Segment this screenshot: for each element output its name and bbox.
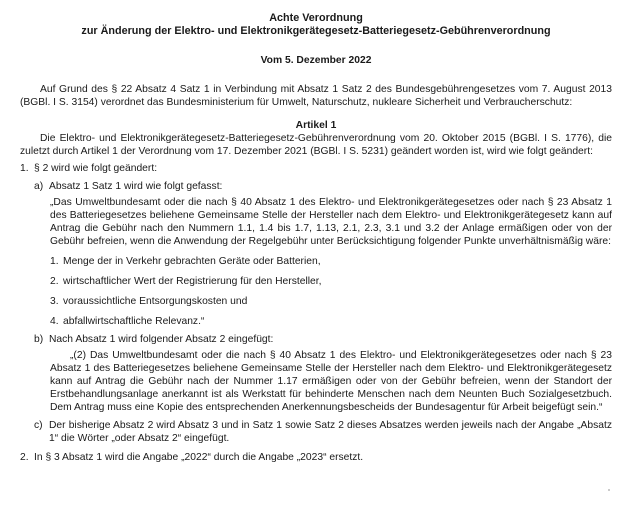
- subpoint-b-text: Nach Absatz 1 wird folgender Absatz 2 eingefügt:: [49, 334, 274, 345]
- subpoint-c: [34, 419, 612, 445]
- article-intro: Die Elektro- und Elektronikgerätegesetz-Batteriegesetz-Gebührenverordnung vom 20. Oktober 2015 (BGBl. I S. 1776), die zuletzt durch Artikel 1 der Verordnung vom 17. Dezember 2021 (BGBl. I S. 5231) geändert worden ist, wird wie folgt geändert:: [20, 133, 612, 157]
- subpoint-a: [34, 180, 612, 193]
- subpoint-a-quote: „Das Umweltbundesamt oder die nach § 40 Absatz 1 des Elektro- und Elektronikgerätegesetzes oder nach § 23 Absatz 1 des Batteriegesetzes beliehene Gemeinsame Stelle der Hersteller nach dem Elektro- und Elektronikgerätegesetz kann auf Antrag die Gebühr nach den Nummern 1.1, 1.4 bis 1.7, 1.13, 2.1, 2.3, 3.1 und 3.2 der Anlage ermäßigen oder von der Gebühr befreien, wenn die Anwendung der Regelgebühr unter Berücksichtigung folgender Punkte unverhältnismäßig wäre:: [50, 197, 612, 247]
- point-1: [20, 162, 612, 175]
- title-line-2: zur Änderung der Elektro- und Elektronikgerätegesetz-Batteriegesetz-Gebührenverordnung: [81, 25, 551, 37]
- subpoint-c-text: Der bisherige Absatz 2 wird Absatz 3 und in Satz 1 sowie Satz 2 dieses Absatzes werden jeweils nach der Angabe „Absatz 1“ die Wörter „oder Absatz 2“ eingefügt.: [49, 420, 612, 444]
- point-2: [20, 451, 612, 464]
- list-item: [50, 315, 612, 328]
- point-1-label: 1.: [20, 163, 29, 174]
- list-item-label: 2.: [50, 276, 59, 287]
- point-2-text: In § 3 Absatz 1 wird die Angabe „2022“ durch die Angabe „2023“ ersetzt.: [34, 452, 364, 463]
- article-heading: Artikel 1: [295, 120, 337, 131]
- title-line-1: Achte Verordnung: [269, 12, 363, 24]
- subpoint-b-quote: „(2) Das Umweltbundesamt oder die nach § 40 Absatz 1 des Elektro- und Elektronikgerätegesetzes oder nach § 23 Absatz 1 des Batteriegesetzes beliehene Gemeinsame Stelle der Hersteller nach dem Elektro- und Elektronikgerätegesetz kann auf Antrag die Gebühr nach der Nummer 1.17 ermäßigen oder von der Gebühr befreien, wenn der Standort der Erstbehandlungsanlage anerkannt ist als Werkstatt für behinderte Menschen nach dem Neunten Buch Sozialgesetzbuch. Dem Antrag muss eine Kopie des entsprechenden Anerkennungsbescheids der Bundesagentur für Arbeit beigefügt sein.“: [50, 350, 612, 413]
- list-item-text: voraussichtliche Entsorgungskosten und: [63, 296, 248, 307]
- list-item: [50, 275, 612, 288]
- point-1-text: § 2 wird wie folgt geändert:: [34, 163, 158, 174]
- subpoint-b: [34, 333, 612, 346]
- document-date: Vom 5. Dezember 2022: [260, 55, 372, 66]
- list-item-label: 4.: [50, 316, 59, 327]
- list-item-text: abfallwirtschaftliche Relevanz.“: [63, 316, 205, 327]
- list-item-label: 1.: [50, 256, 59, 267]
- subpoint-b-label: b): [34, 334, 44, 345]
- subpoint-a-items: [50, 255, 612, 328]
- list-item-text: Menge der in Verkehr gebrachten Geräte oder Batterien,: [63, 256, 321, 267]
- list-item-label: 3.: [50, 296, 59, 307]
- document-title: [20, 12, 612, 38]
- subpoint-a-label: a): [34, 181, 44, 192]
- subpoint-c-label: c): [34, 420, 43, 431]
- scan-speck: [608, 489, 610, 491]
- list-item: [50, 295, 612, 308]
- preamble: Auf Grund des § 22 Absatz 4 Satz 1 in Verbindung mit Absatz 1 Satz 2 des Bundesgebührengesetzes vom 7. August 2013 (BGBl. I S. 3154) verordnet das Bundesministerium für Umwelt, Naturschutz, nukleare Sicherheit und Verbraucherschutz:: [20, 84, 612, 108]
- subpoint-a-text: Absatz 1 Satz 1 wird wie folgt gefasst:: [49, 181, 223, 192]
- list-item: [50, 255, 612, 268]
- list-item-text: wirtschaftlicher Wert der Registrierung für den Hersteller,: [63, 276, 322, 287]
- point-2-label: 2.: [20, 452, 29, 463]
